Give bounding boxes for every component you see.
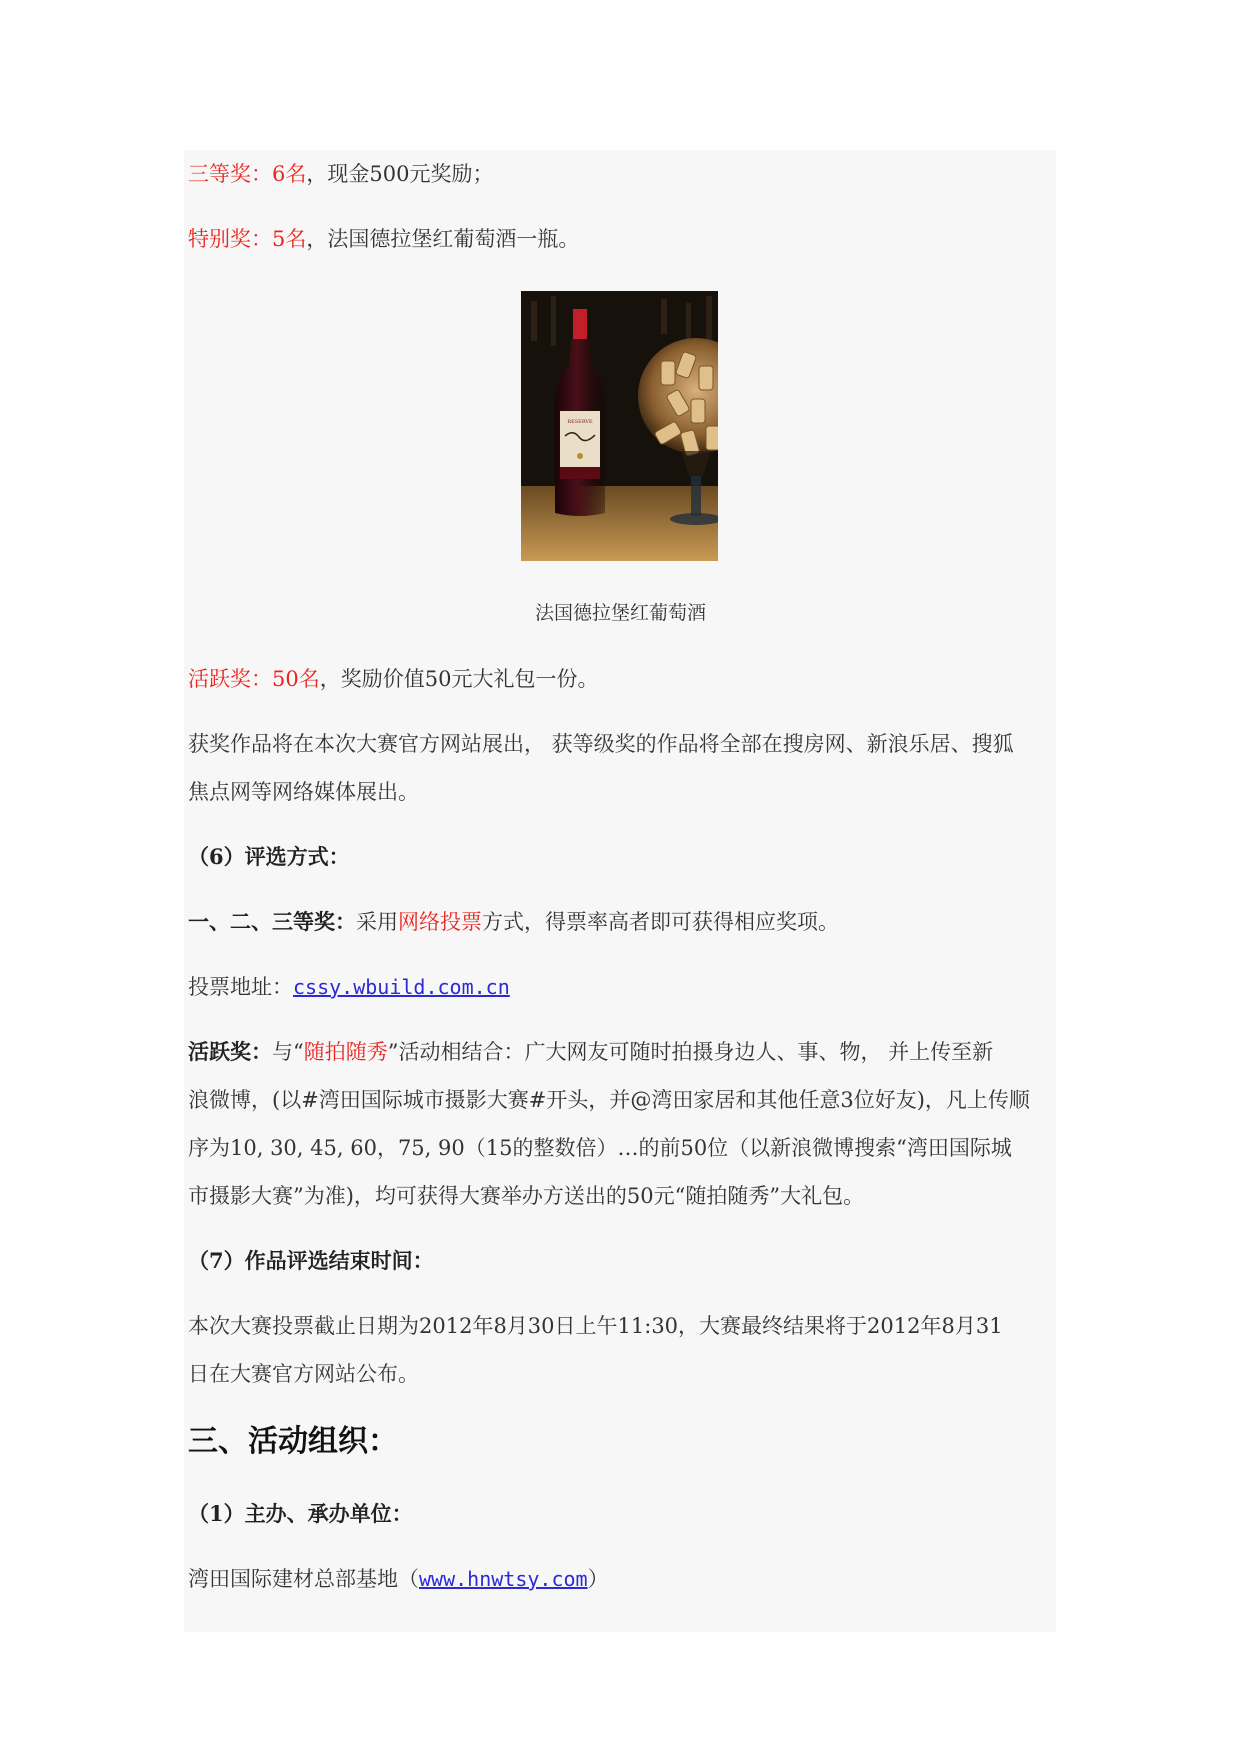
wine-photo-illustration [521,291,718,561]
host-close-paren: ） [587,1567,609,1591]
organization-heading: 三、活动组织： [188,1424,398,1459]
wine-label-text: RESERVE [567,419,593,425]
online-vote-text: 网络投票 [398,910,482,934]
grade-prize-post: 方式，得票率高者即可获得相应奖项。 [482,910,839,934]
photo-caption: 法国德拉堡红葡萄酒 [535,602,707,624]
active-prize-text: ，奖励价值50元大礼包一份。 [319,667,599,691]
selection-heading: （6）评选方式： [188,844,350,869]
display-text-line-1: 获奖作品将在本次大赛官方网站展出， 获等级奖的作品将全部在搜房网、新浪乐居、搜狐 [188,732,1014,756]
vote-address-link[interactable]: cssy.wbuild.com.cn [293,975,510,999]
active-prize-line [188,655,598,703]
wine-bottle-photo [521,291,718,561]
third-prize-count: 6名 [272,162,307,186]
active-rule-line-3: 序为10, 30, 45, 60，75, 90（15的整数倍）…的前50位（以新浪微博搜索“湾田国际城 [188,1136,1012,1160]
active-rule-label: 活跃奖： [188,1039,272,1064]
special-prize-line [188,215,579,263]
organizer-sub-heading: （1）主办、承办单位： [188,1501,413,1526]
special-prize-label: 特别奖： [188,227,272,251]
grade-prize-line [188,898,839,946]
special-prize-text: ，法国德拉堡红葡萄酒一瓶。 [306,227,580,251]
active-prize-label: 活跃奖： [188,667,272,691]
vote-address-line [188,963,510,1011]
end-time-line-2: 日在大赛官方网站公布。 [188,1362,419,1386]
active-rule-pre: 与“ [272,1040,304,1064]
host-name: 湾田国际建材总部基地（ [188,1567,419,1591]
active-rule-line-2: 浪微博，(以#湾田国际城市摄影大赛#开头，并@湾田家居和其他任意3位好友)，凡上传顺 [188,1088,1030,1112]
host-line [188,1555,609,1603]
grade-prize-label: 一、二、三等奖： [188,909,356,934]
display-text-line-2: 焦点网等网络媒体展出。 [188,780,419,804]
active-rule-line-4: 市摄影大赛”为准)，均可获得大赛举办方送出的50元“随拍随秀”大礼包。 [188,1184,865,1208]
end-time-line-1: 本次大赛投票截止日期为2012年8月30日上午11:30，大赛最终结果将于2012年8月31 [188,1314,1003,1338]
active-rule-post: ”活动相结合：广大网友可随时拍摄身边人、事、物， 并上传至新 [387,1040,994,1064]
snap-show-text: 随拍随秀 [303,1040,388,1064]
third-prize-label: 三等奖： [188,162,272,186]
third-prize-line [188,150,493,198]
third-prize-text: ，现金500元奖励； [306,162,494,186]
special-prize-count: 5名 [272,227,307,251]
active-rule-line-1 [188,1028,993,1076]
host-website-link[interactable]: www.hnwtsy.com [419,1567,588,1591]
active-prize-count: 50名 [272,667,320,691]
end-time-heading: （7）作品评选结束时间： [188,1248,434,1273]
vote-address-label: 投票地址： [188,975,293,999]
grade-prize-pre: 采用 [356,910,398,934]
